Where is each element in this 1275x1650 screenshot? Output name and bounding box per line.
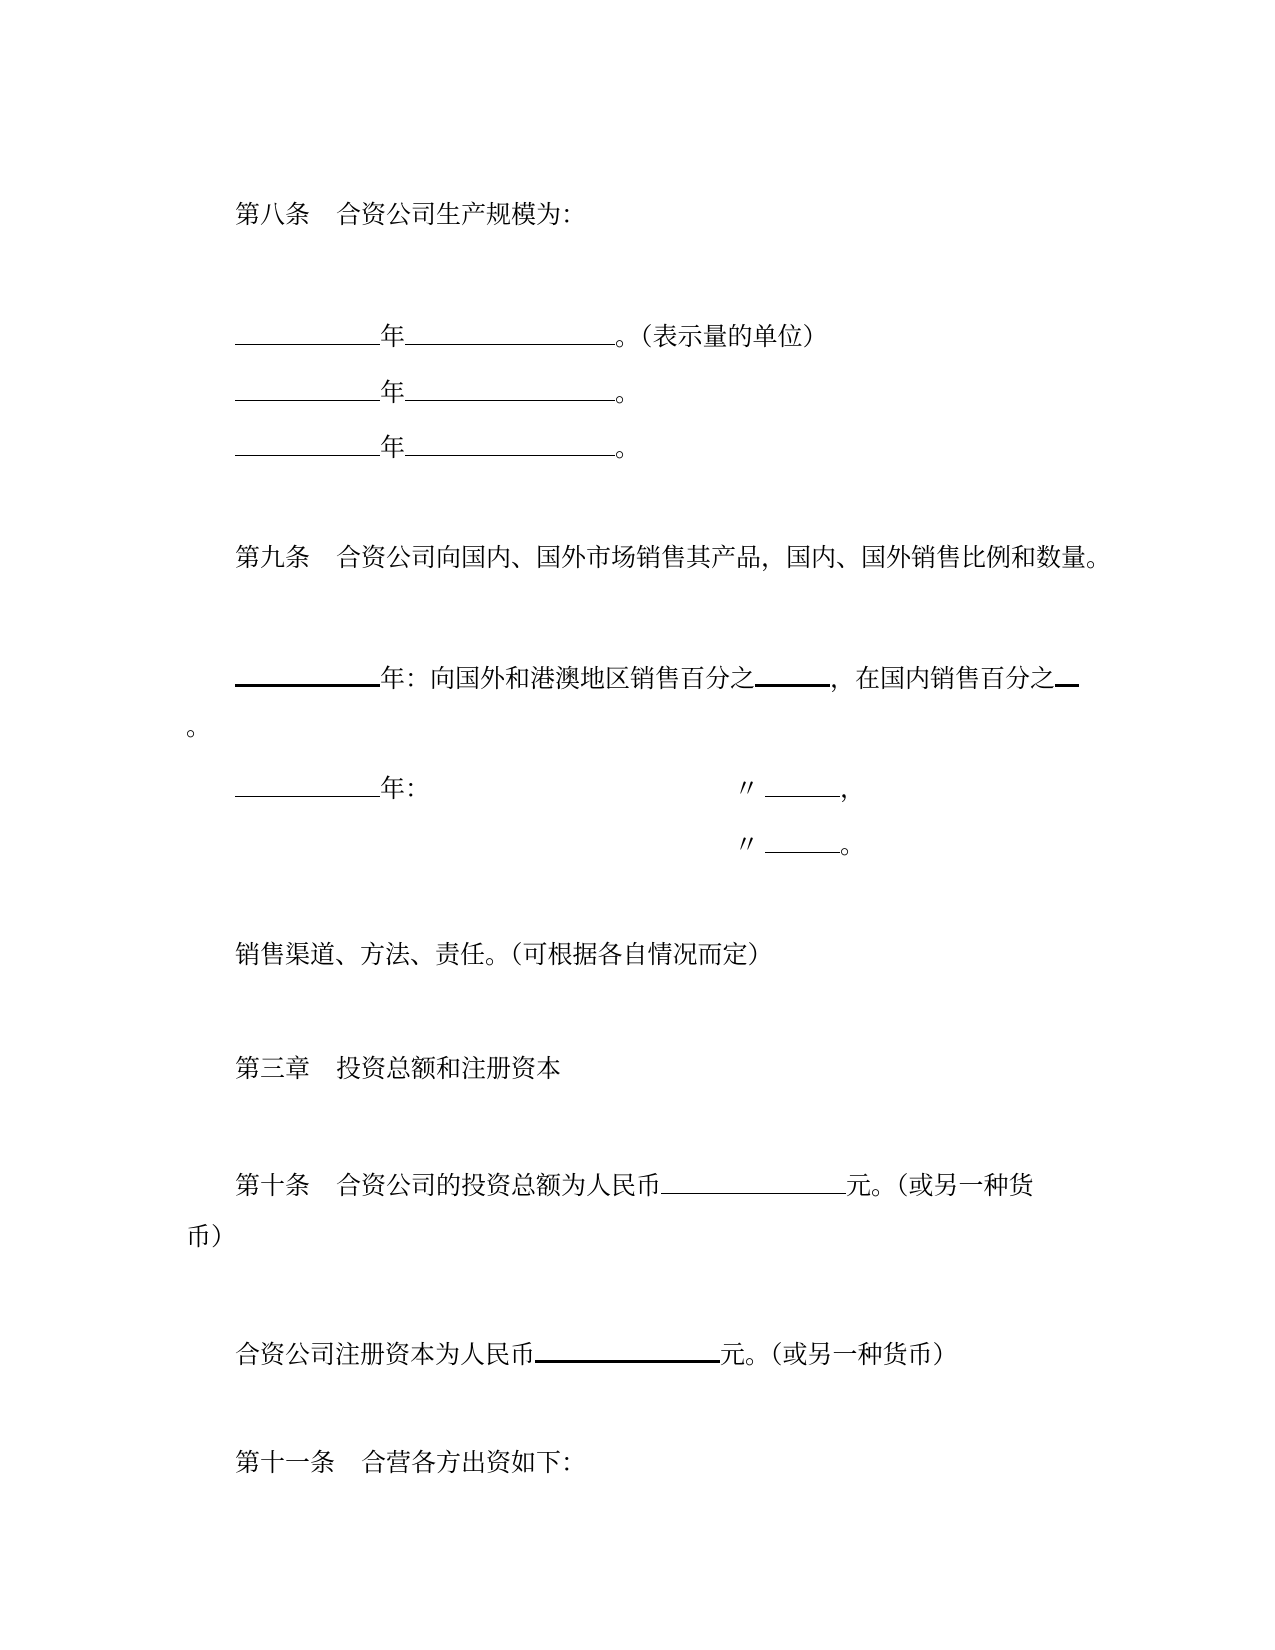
percent-blank: [765, 826, 840, 853]
year-blank: [235, 374, 380, 401]
ditto-mark: 〃: [734, 774, 760, 803]
registered-capital-blank: [535, 1334, 720, 1363]
article-10: 第十条 合资公司的投资总额为人民币 元。（或另一种货: [235, 1167, 1034, 1201]
article-9-heading: 第九条: [235, 543, 311, 572]
article-8: [235, 200, 586, 230]
overseas-percent-blank: [755, 658, 830, 687]
article-11: [235, 1448, 586, 1478]
sales-ratio-row: 年：: [235, 770, 430, 804]
production-row: 年 。（表示量的单位）: [235, 318, 828, 352]
article-11-heading: 第十一条: [235, 1448, 336, 1477]
quantity-blank: [405, 429, 615, 456]
quantity-blank: [405, 318, 615, 345]
year-blank: [235, 318, 380, 345]
article-8-text: 合资公司生产规模为：: [336, 200, 587, 229]
ditto-row: 〃 。: [734, 826, 865, 860]
article-11-text: 合营各方出资如下：: [361, 1448, 587, 1477]
production-row: 年 。: [235, 374, 640, 408]
sales-ratio-wrap: 。: [186, 712, 212, 741]
year-blank: [235, 658, 380, 687]
domestic-percent-blank: [1055, 658, 1079, 687]
chapter-3-title: 投资总额和注册资本: [336, 1054, 562, 1083]
total-investment-blank: [661, 1167, 846, 1194]
percent-blank: [765, 770, 840, 797]
year-blank: [235, 429, 380, 456]
chapter-3-heading: 第三章: [235, 1054, 311, 1083]
ditto-mark: 〃: [734, 830, 760, 859]
chapter-3: [235, 1054, 561, 1084]
article-8-heading: 第八条: [235, 200, 311, 229]
production-row: 年 。: [235, 429, 640, 463]
sales-ratio-row: 年：向国外和港澳地区销售百分之 ，在国内销售百分之: [235, 658, 1079, 694]
registered-capital: 合资公司注册资本为人民币 元。（或另一种货币）: [235, 1334, 958, 1370]
ditto-row: 〃 ，: [734, 770, 865, 804]
article-9-text: 合资公司向国内、国外市场销售其产品，国内、国外销售比例和数量。: [336, 543, 1112, 572]
quantity-blank: [405, 374, 615, 401]
article-10-heading: 第十条: [235, 1171, 311, 1200]
article-9: [235, 543, 1111, 573]
year-blank: [235, 770, 380, 797]
article-10-wrap: 币）: [186, 1222, 237, 1251]
sales-channel-text: 销售渠道、方法、责任。（可根据各自情况而定）: [235, 940, 773, 969]
